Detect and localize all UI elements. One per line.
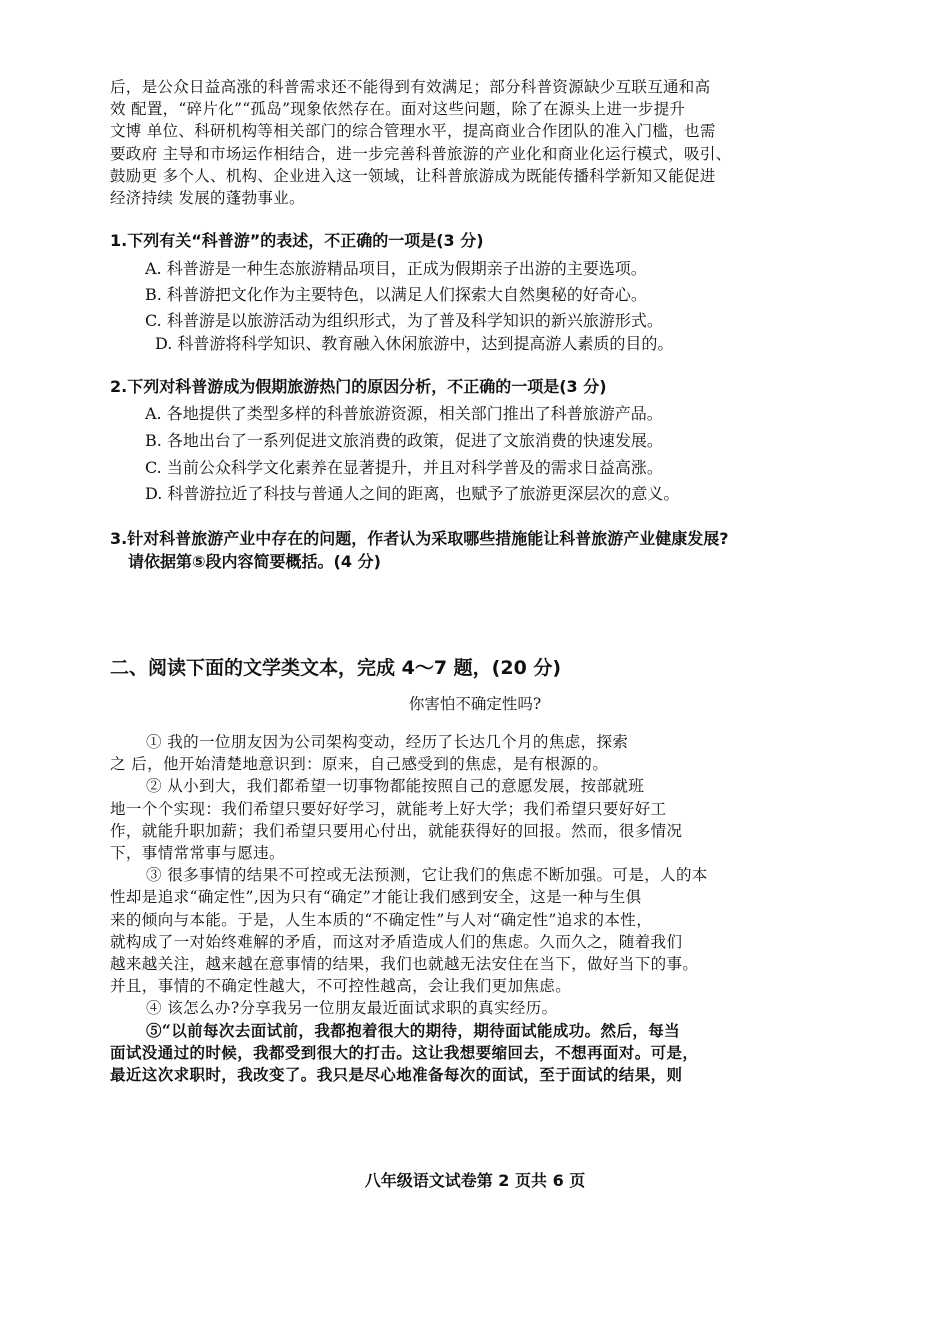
- passage-continuation: [110, 76, 850, 209]
- section-title: 二、阅读下面的文学类文本，完成 4～7 题，(20 分): [110, 657, 562, 679]
- text-line: 作，就能升职加薪；我们希望只要用心付出，就能获得好的回报。然而，很多情况: [110, 821, 683, 840]
- text-line: 经济持续 发展的蓬勃事业。: [110, 189, 305, 208]
- text-line: ⑤“以前每次去面试前，我都抱着很大的期待，期待面试能成功。然后，每当: [146, 1020, 681, 1040]
- text-line: 最近这次求职时，我改变了。我只是尽心地准备每次的面试，至于面试的结果，则: [110, 1065, 683, 1085]
- text-line: 就构成了一对始终难解的矛盾，而这对矛盾造成人们的焦虑。久而久之，随着我们: [110, 932, 683, 951]
- text-line: ② 从小到大，我们都希望一切事物都能按照自己的意愿发展，按部就班: [146, 777, 645, 796]
- text-line: ③ 很多事情的结果不可控或无法预测，它让我们的焦虑不断加强。可是，人的本: [146, 866, 708, 885]
- question-2-stem: 2.下列对科普游成为假期旅游热门的原因分析，不正确的一项是(3 分): [110, 377, 607, 396]
- question-3-line-2: 请依据第⑤段内容简要概括。(4 分): [128, 552, 381, 571]
- text-line: 文博 单位、科研机构等相关部门的综合管理水平，提高商业合作团队的准入门槛，也需: [110, 122, 716, 141]
- text-line: 效 配置，“碎片化”“孤岛”现象依然存在。面对这些问题，除了在源头上进一步提升: [110, 100, 686, 119]
- literary-text: [110, 731, 850, 1086]
- text-line: 鼓励更 多个人、机构、企业进入这一领域，让科普旅游成为既能传播科学新知又能促进: [110, 166, 716, 185]
- text-line: 后，是公众日益高涨的科普需求还不能得到有效满足；部分科普资源缺少互联互通和高: [110, 78, 711, 96]
- text-line: ④ 该怎么办?分享我另一位朋友最近面试求职的真实经历。: [146, 999, 558, 1018]
- text-line: 之 后，他开始清楚地意识到：原来，自己感受到的焦虑，是有根源的。: [110, 755, 609, 774]
- page-footer: 八年级语文试卷第 2 页共 6 页: [364, 1171, 586, 1190]
- question-2-option-b: B. 各地出台了一系列促进文旅消费的政策，促进了文旅消费的快速发展。: [145, 431, 663, 450]
- question-1-stem: 1.下列有关“科普游”的表述，不正确的一项是(3 分): [110, 231, 484, 250]
- question-2-option-a: A. 各地提供了类型多样的科普旅游资源，相关部门推出了科普旅游产品。: [145, 404, 663, 423]
- question-2-option-d: D. 科普游拉近了科技与普通人之间的距离，也赋予了旅游更深层次的意义。: [145, 484, 680, 503]
- question-1-option-c: C. 科普游是以旅游活动为组织形式，为了普及科学知识的新兴旅游形式。: [145, 311, 663, 330]
- question-1-option-d: D. 科普游将科学知识、教育融入休闲旅游中，达到提高游人素质的目的。: [155, 334, 674, 353]
- text-line: 要政府 主导和市场运作相结合，进一步完善科普旅游的产业化和商业化运行模式，吸引、: [110, 144, 732, 163]
- text-line: 来的倾向与本能。于是，人生本质的“不确定性”与人对“确定性”追求的本性，: [110, 910, 653, 929]
- question-1-option-a: A. 科普游是一种生态旅游精品项目，正成为假期亲子出游的主要选项。: [145, 259, 647, 278]
- question-2-option-c: C. 当前公众科学文化素养在显著提升，并且对科学普及的需求日益高涨。: [145, 458, 663, 477]
- text-line: ① 我的一位朋友因为公司架构变动，经历了长达几个月的焦虑，探索: [146, 733, 629, 751]
- text-line: 下，事情常常事与愿违。: [110, 844, 285, 863]
- text-line: 地一个个实现：我们希望只要好好学习，就能考上好大学；我们希望只要好好工: [110, 799, 667, 818]
- text-line: 面试没通过的时候，我都受到很大的打击。这让我想要缩回去，不想再面对。可是，: [110, 1042, 699, 1062]
- question-3-line-1: 3.针对科普旅游产业中存在的问题，作者认为采取哪些措施能让科普旅游产业健康发展?: [110, 529, 729, 548]
- text-line: 性却是追求“确定性”,因为只有“确定”才能让我们感到安全，这是一种与生俱: [110, 888, 642, 907]
- question-1-option-b: B. 科普游把文化作为主要特色，以满足人们探索大自然奥秘的好奇心。: [145, 285, 647, 304]
- article-title: 你害怕不确定性吗?: [408, 695, 542, 713]
- text-line: 越来越关注，越来越在意事情的结果，我们也就越无法安住在当下，做好当下的事。: [110, 955, 699, 974]
- text-line: 并且，事情的不确定性越大，不可控性越高，会让我们更加焦虑。: [110, 977, 572, 996]
